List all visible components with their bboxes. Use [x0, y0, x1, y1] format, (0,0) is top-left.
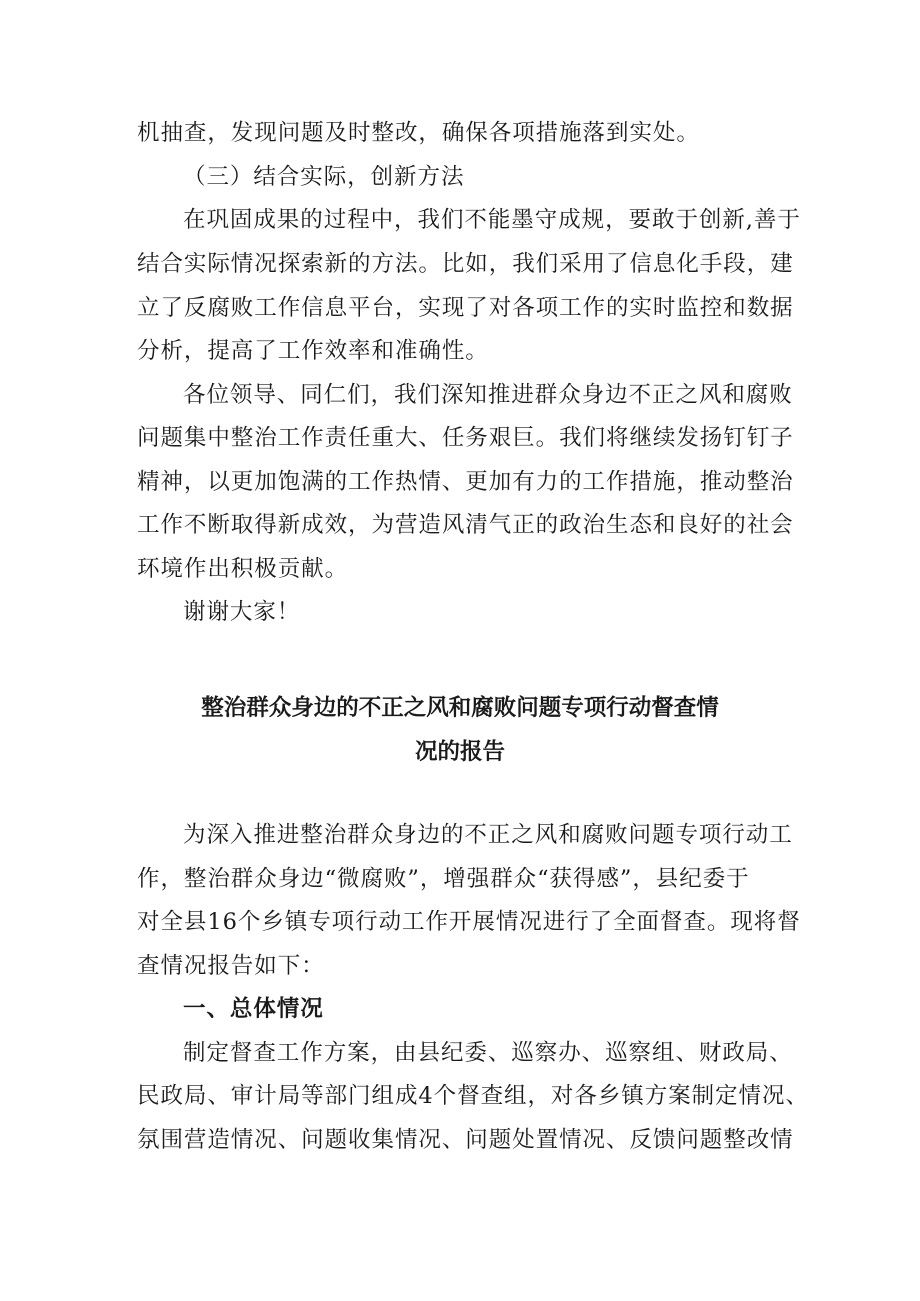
text-line: 在巩固成果的过程中，我们不能墨守成规，要敢于创新,善于	[183, 207, 801, 233]
report-title-line1: 整治群众身边的不正之风和腐败问题专项行动督查情	[201, 695, 719, 721]
text-line: 作，整治群众身边“微腐败”，增强群众“获得感”，县纪委于	[137, 866, 750, 892]
text-line: 立了反腐败工作信息平台，实现了对各项工作的实时监控和数据	[137, 295, 794, 321]
text-line: 工作不断取得新成效，为营造风清气正的政治生态和良好的社会	[137, 512, 794, 538]
text-line: 对全县16个乡镇专项行动工作开展情况进行了全面督查。现将督	[137, 909, 801, 935]
text-line: 查情况报告如下：	[137, 953, 325, 979]
text-line: 机抽查，发现问题及时整改，确保各项措施落到实处。	[137, 120, 700, 146]
text-line: 各位领导、同仁们，我们深知推进群众身边不正之风和腐败	[183, 382, 793, 408]
text-line: 结合实际情况探索新的方法。比如，我们采用了信息化手段，建	[137, 251, 794, 277]
text-line: 制定督查工作方案，由县纪委、巡察办、巡察组、财政局、	[183, 1040, 793, 1066]
text-line: 为深入推进整治群众身边的不正之风和腐败问题专项行动工	[183, 822, 793, 848]
text-line: 环境作出积极贡献。	[137, 556, 349, 582]
section-heading: 一、总体情况	[183, 996, 324, 1022]
report-title-line2: 况的报告	[414, 739, 505, 765]
text-line: 氛围营造情况、问题收集情况、问题处置情况、反馈问题整改情	[137, 1127, 794, 1153]
closing-thanks: 谢谢大家！	[183, 599, 301, 625]
text-line: 民政局、审计局等部门组成4个督查组，对各乡镇方案制定情况、	[137, 1083, 809, 1109]
subsection-heading: （三）结合实际，创新方法	[183, 164, 465, 190]
text-line: 分析，提高了工作效率和准确性。	[137, 338, 489, 364]
text-line: 精神，以更加饱满的工作热情、更加有力的工作措施，推动整治	[137, 469, 794, 495]
text-line: 问题集中整治工作责任重大、任务艰巨。我们将继续发扬钉钉子	[137, 425, 794, 451]
